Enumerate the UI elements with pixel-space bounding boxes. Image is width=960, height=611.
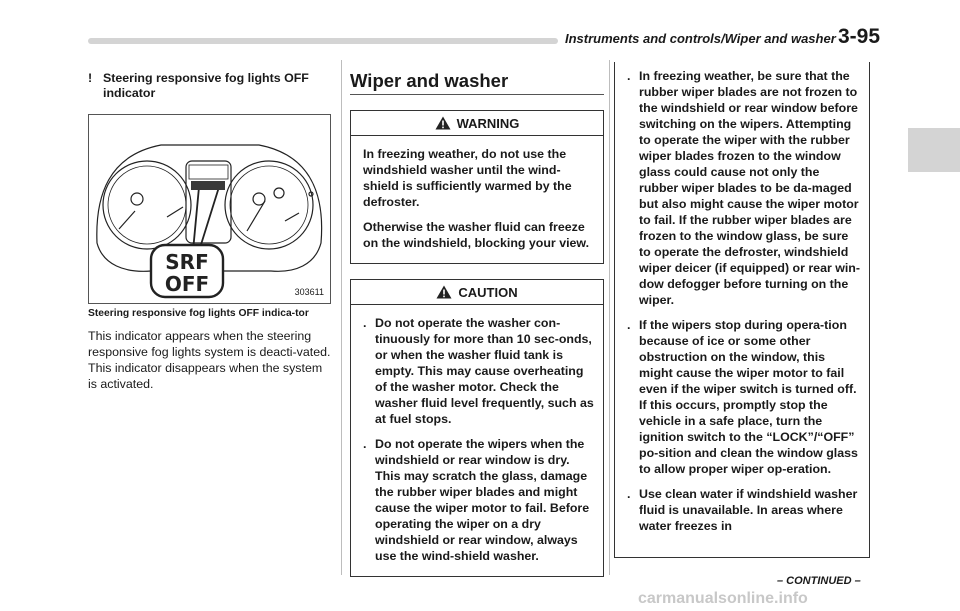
caution-item-text: Do not operate the wipers when the windshield or rear window is dry. This may scratch the glass, damage the rubber wiper blades and might cause the wiper motor to fail. Before operating the wiper on a dry windshield or rear window, always use the wind-shield washer. (375, 437, 590, 563)
bullet: . (627, 318, 631, 332)
caution-item-text: Do not operate the washer con-tinuously for more than 10 sec-onds, or when the washer fluid tank is empty. This may cause overheating of the washer motor. Check the washer fluid level frequently, such as at fuel stops. (375, 316, 594, 426)
warning-box (350, 110, 604, 264)
warning-header (351, 111, 603, 136)
bullet: . (627, 69, 631, 83)
left-column (88, 70, 332, 392)
continued-marker: – CONTINUED – (777, 575, 861, 587)
bullet: . (363, 316, 367, 330)
warning-body (351, 136, 603, 263)
heading-mark: ! (88, 71, 93, 85)
caution-triangle-icon (436, 285, 452, 299)
caution-item (627, 486, 860, 534)
subsection-heading (88, 71, 332, 101)
caution-item-text: If the wipers stop during opera-tion because of ice or some other obstruction on the window, this might cause the wiper motor to fail even if the wiper switch is turned off. If this occurs, promptly stop the vehicle in a safe place, turn the ignition switch to the “LOCK”/“OFF” po-sition and clean the window glass to allow proper wiper op-eration. (639, 318, 858, 476)
caution-continuation-box (614, 62, 870, 558)
body-paragraph: This indicator appears when the steering responsive fog lights system is deacti-vated. This indicator disappears when the system is activated. (88, 329, 331, 391)
page-number: 3-95 (838, 25, 881, 48)
subsection-heading-text: Steering responsive fog lights OFF indicator (103, 71, 309, 100)
warning-heading: WARNING (456, 115, 520, 131)
section-title-rule (350, 94, 604, 95)
warning-paragraph: In freezing weather, do not use the windshield washer until the wind-shield is sufficiently warmed by the defroster. (363, 147, 572, 209)
right-column (614, 62, 870, 558)
caution-item (627, 68, 860, 308)
header-rule (88, 38, 558, 44)
watermark: carmanualsonline.info (638, 590, 808, 607)
instrument-cluster-figure (88, 114, 331, 304)
caution-body (351, 305, 603, 576)
warning-triangle-icon (435, 116, 451, 130)
figure-caption: Steering responsive fog lights OFF indica-tor (88, 308, 309, 319)
middle-column (350, 70, 604, 577)
caution-header (351, 280, 603, 305)
caution-heading: CAUTION (458, 284, 518, 300)
warning-paragraph: Otherwise the washer fluid can freeze on the windshield, blocking your view. (363, 220, 590, 250)
column-divider (341, 60, 342, 575)
column-divider (609, 60, 610, 575)
figure-code: 303611 (294, 287, 324, 297)
caution-item (363, 436, 594, 564)
running-header: Instruments and controls/Wiper and washer (565, 31, 836, 46)
instrument-cluster-illustration (89, 115, 331, 304)
caution-item (363, 315, 594, 427)
caution-box (350, 279, 604, 577)
bullet: . (627, 487, 631, 501)
caution-item-text: In freezing weather, be sure that the rubber wiper blades are not frozen to the windshield or rear window before switching on the wipers. Attempting to operate the wiper with the rubber wiper blades frozen to the window glass could cause not only the rubber wiper blades to be da-maged but also might cause the wiper motor to fail. If the rubber wiper blades are frozen to the window glass, be sure to operate the defroster, windshield wiper deicer (if equipped) or rear win-dow defogger before turning on the wiper. (639, 69, 861, 307)
section-title: Wiper and washer (350, 70, 509, 91)
indicator-label-off: OFF (164, 272, 210, 296)
thumb-tab (908, 128, 960, 172)
caution-item (627, 317, 860, 477)
caution-item-text: Use clean water if windshield washer fluid is unavailable. In areas where water freezes in (639, 487, 858, 533)
indicator-label-srf: SRF (165, 250, 209, 274)
bullet: . (363, 437, 367, 451)
